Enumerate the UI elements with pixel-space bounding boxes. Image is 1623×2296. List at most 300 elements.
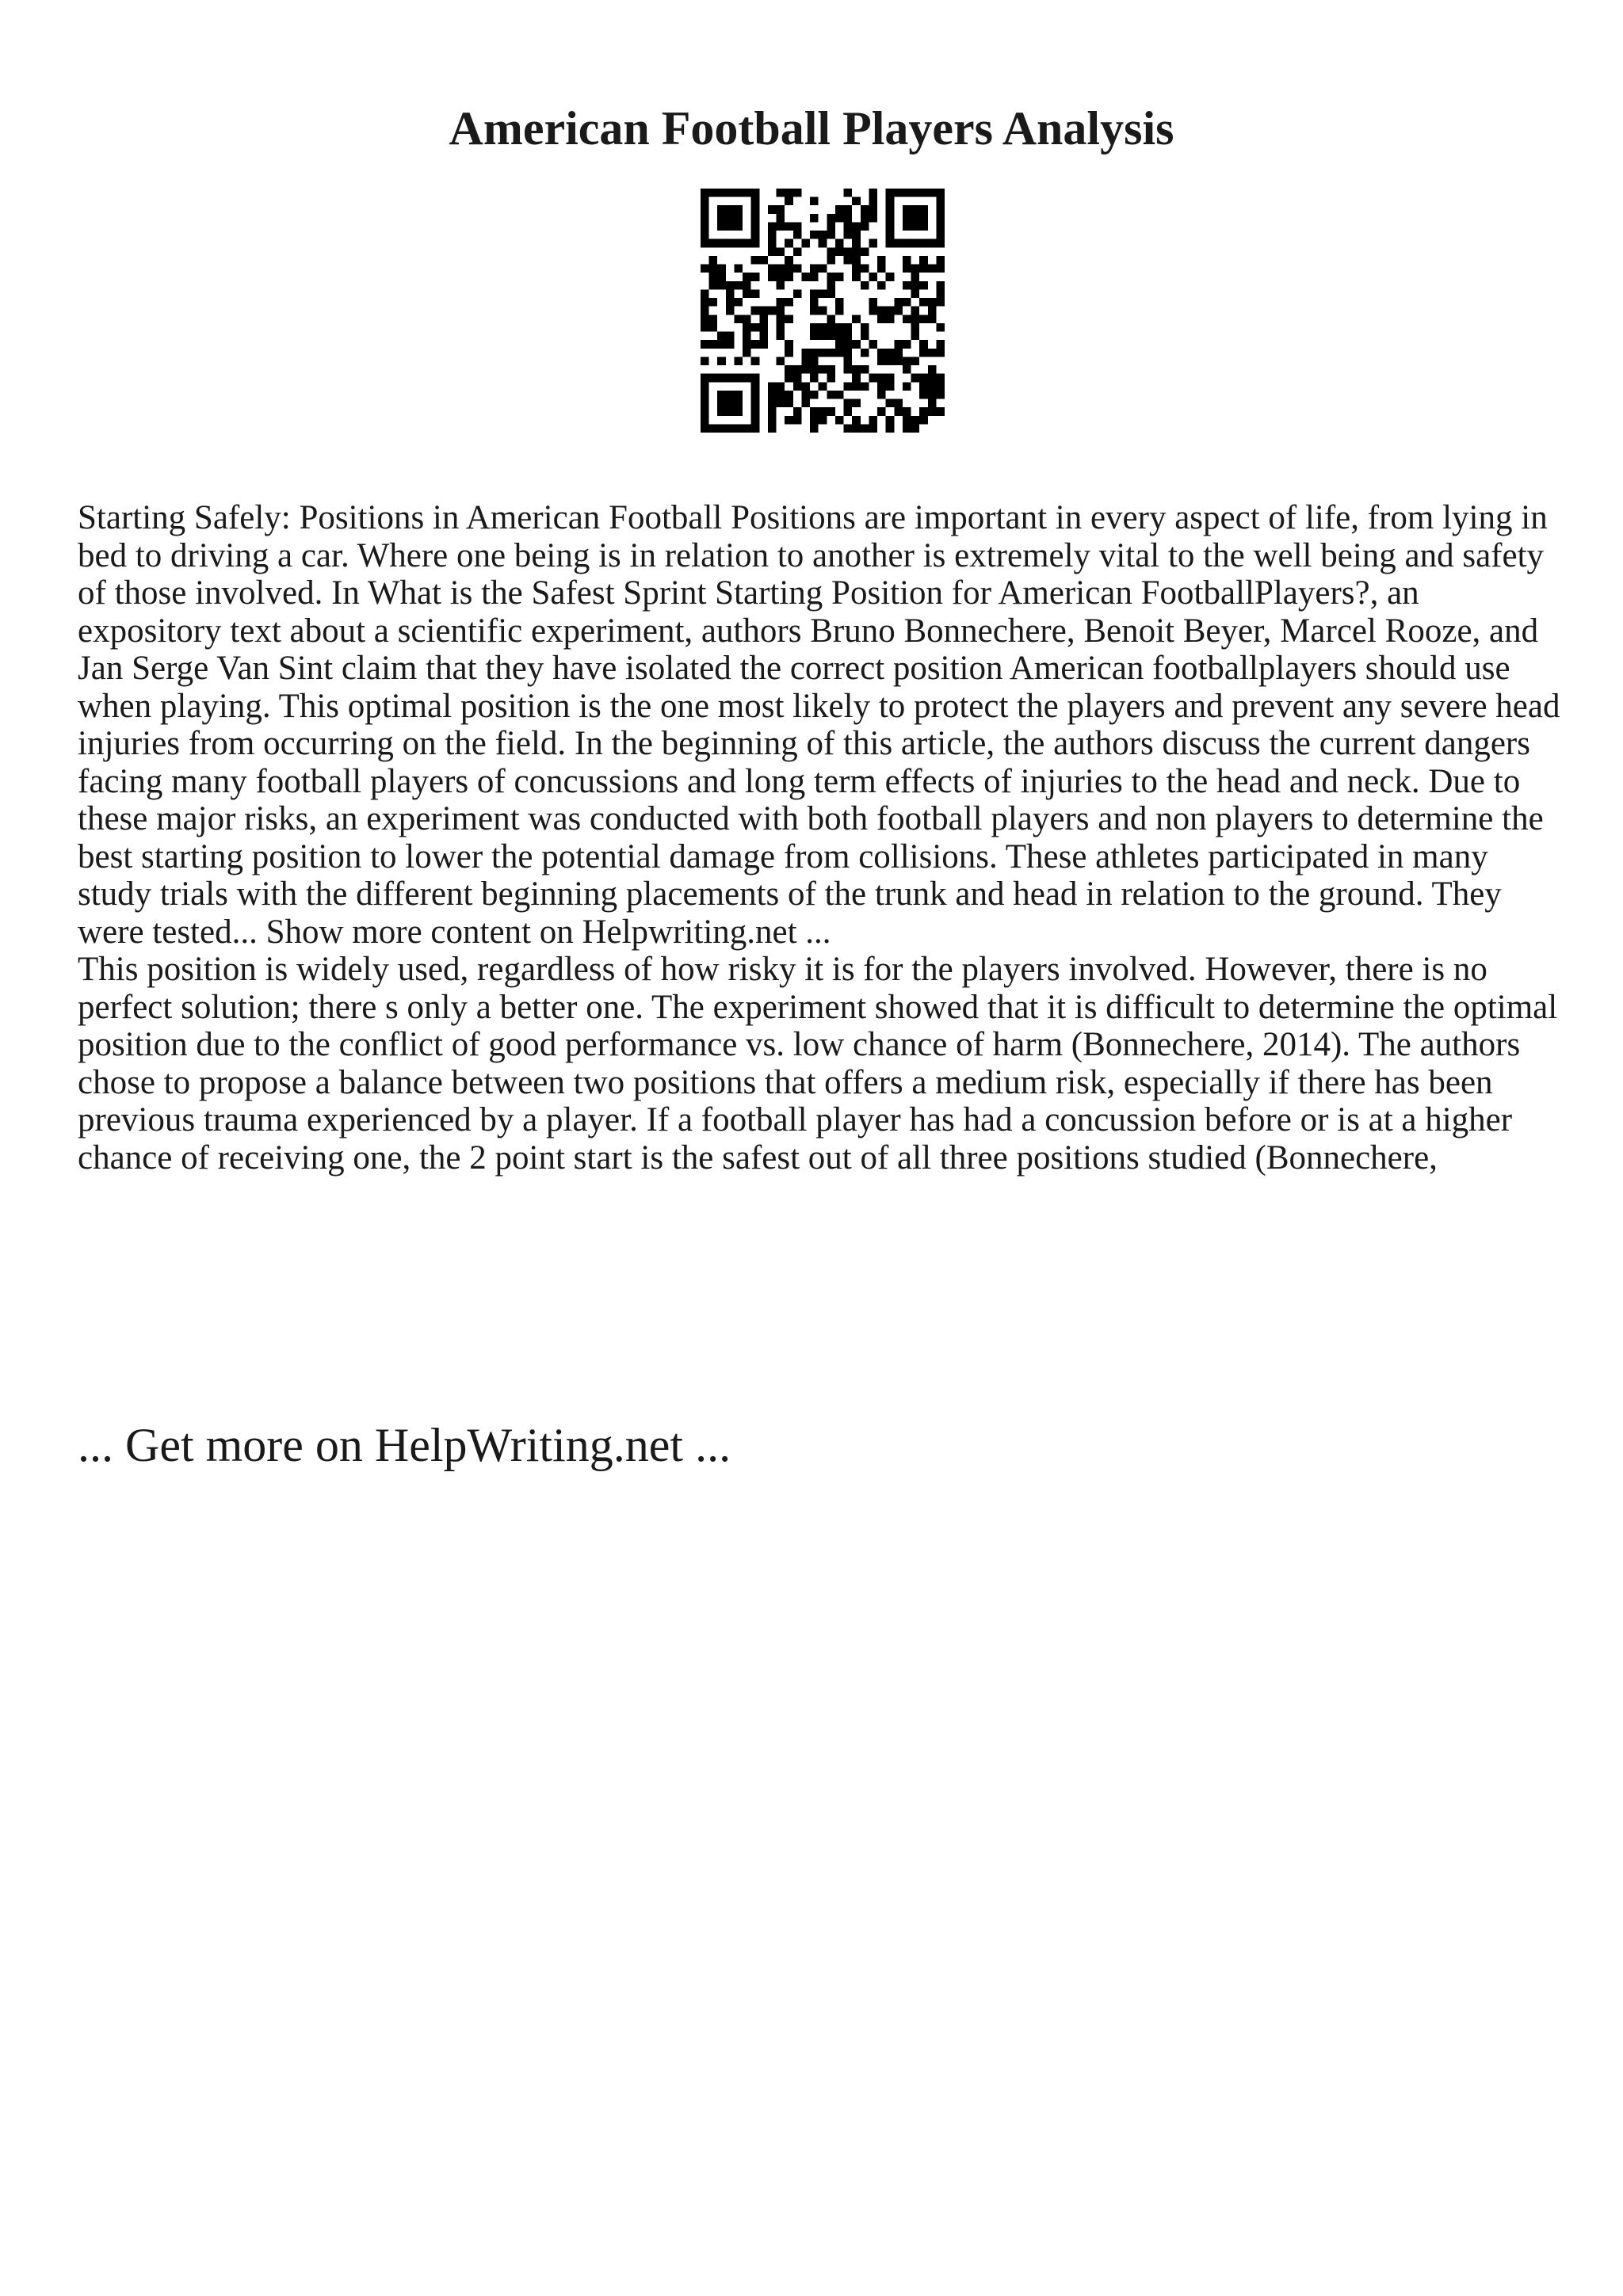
- qr-module: [793, 374, 802, 383]
- qr-module: [810, 307, 819, 315]
- qr-module: [877, 407, 886, 416]
- qr-module: [903, 205, 928, 231]
- qr-module: [759, 332, 768, 341]
- qr-module: [919, 265, 928, 273]
- qr-module: [911, 273, 920, 281]
- qr-module: [844, 340, 853, 349]
- qr-module: [928, 298, 937, 307]
- qr-module: [751, 197, 760, 239]
- qr-module: [751, 357, 760, 365]
- qr-module: [768, 222, 777, 231]
- qr-module: [810, 214, 819, 223]
- qr-module: [810, 265, 819, 273]
- qr-module: [810, 374, 819, 383]
- qr-module: [861, 281, 869, 290]
- qr-module: [793, 231, 802, 239]
- qr-module: [919, 298, 928, 307]
- qr-module: [852, 231, 861, 239]
- qr-module: [919, 340, 928, 349]
- qr-module: [869, 189, 877, 197]
- qr-module: [903, 416, 911, 425]
- qr-module: [869, 416, 877, 425]
- qr-module: [886, 315, 895, 323]
- qr-module: [877, 349, 886, 357]
- qr-module: [903, 382, 911, 391]
- qr-module: [785, 298, 793, 307]
- qr-module: [701, 382, 709, 424]
- qr-module: [835, 391, 844, 399]
- qr-module: [777, 205, 785, 214]
- qr-module: [886, 307, 895, 315]
- qr-module: [903, 365, 911, 374]
- qr-module: [751, 340, 760, 349]
- qr-module: [743, 315, 751, 323]
- qr-module: [777, 189, 785, 197]
- qr-module: [928, 382, 937, 391]
- qr-module: [852, 340, 861, 349]
- qr-module: [810, 231, 819, 239]
- qr-module: [701, 298, 709, 307]
- qr-module: [793, 289, 802, 298]
- qr-module: [928, 315, 937, 323]
- qr-module: [701, 374, 759, 383]
- qr-module: [861, 323, 869, 332]
- qr-module: [709, 323, 718, 332]
- qr-module: [919, 391, 928, 399]
- qr-module: [768, 424, 777, 433]
- qr-module: [726, 340, 735, 349]
- qr-module: [928, 399, 937, 408]
- qr-module: [709, 340, 718, 349]
- qr-module: [886, 357, 895, 365]
- qr-module: [835, 205, 844, 214]
- qr-module: [886, 197, 895, 239]
- qr-module: [785, 222, 793, 231]
- qr-module: [785, 239, 793, 248]
- qr-module: [810, 273, 819, 281]
- qr-module: [886, 239, 945, 248]
- qr-module: [768, 205, 777, 214]
- qr-module: [827, 391, 835, 399]
- qr-module: [903, 298, 911, 307]
- qr-module: [852, 273, 861, 281]
- qr-module: [886, 374, 895, 383]
- qr-module: [717, 357, 726, 365]
- qr-module: [886, 416, 895, 425]
- qr-module: [928, 349, 937, 357]
- qr-module: [793, 222, 802, 231]
- qr-module: [785, 197, 793, 206]
- qr-module: [785, 374, 793, 383]
- qr-module: [768, 239, 777, 248]
- qr-module: [827, 332, 835, 341]
- qr-module: [911, 424, 920, 433]
- qr-module: [801, 239, 810, 248]
- qr-module: [844, 382, 853, 391]
- qr-module: [827, 365, 835, 374]
- qr-module: [919, 256, 928, 265]
- qr-module: [777, 273, 785, 281]
- qr-module: [894, 407, 903, 416]
- qr-module: [759, 323, 768, 332]
- qr-module: [844, 222, 853, 231]
- qr-module: [911, 315, 920, 323]
- qr-module: [717, 391, 743, 416]
- qr-module: [785, 399, 793, 408]
- qr-module: [717, 332, 726, 341]
- qr-module: [928, 391, 937, 399]
- qr-module: [743, 273, 751, 281]
- qr-module: [919, 281, 928, 290]
- qr-module: [768, 265, 777, 273]
- qr-module: [801, 399, 810, 408]
- qr-module: [844, 424, 853, 433]
- qr-module: [919, 315, 928, 323]
- qr-module: [844, 349, 853, 357]
- qr-module: [751, 289, 760, 298]
- qr-module: [861, 265, 869, 273]
- qr-module: [844, 214, 853, 223]
- qr-module: [768, 273, 777, 281]
- qr-module: [928, 365, 937, 374]
- qr-module: [852, 424, 861, 433]
- qr-module: [827, 247, 835, 256]
- qr-module: [819, 365, 827, 374]
- qr-module: [801, 382, 810, 391]
- qr-module: [827, 273, 835, 281]
- qr-module: [928, 307, 937, 315]
- qr-module: [835, 214, 844, 223]
- qr-module: [877, 374, 886, 383]
- qr-module: [936, 265, 945, 273]
- qr-module: [751, 323, 760, 332]
- qr-module: [861, 382, 869, 391]
- qr-module: [911, 323, 920, 332]
- qr-module: [810, 391, 819, 399]
- qr-module: [726, 298, 735, 307]
- qr-module: [827, 315, 835, 323]
- qr-module: [709, 273, 718, 281]
- qr-module: [759, 340, 768, 349]
- qr-module: [869, 424, 877, 433]
- qr-module: [734, 298, 743, 307]
- qr-module: [701, 424, 759, 433]
- qr-module: [819, 332, 827, 341]
- qr-module: [701, 357, 709, 365]
- qr-module: [869, 214, 877, 223]
- qr-module: [877, 315, 886, 323]
- qr-module: [928, 265, 937, 273]
- qr-module: [919, 374, 928, 383]
- qr-module: [793, 365, 802, 374]
- qr-module: [717, 265, 726, 273]
- qr-module: [819, 416, 827, 425]
- qr-module: [852, 239, 861, 248]
- qr-module: [785, 189, 793, 197]
- qr-module: [768, 416, 777, 425]
- qr-module: [903, 424, 911, 433]
- qr-module: [709, 298, 718, 307]
- qr-module: [701, 189, 759, 197]
- qr-module: [835, 332, 844, 341]
- article-body: [78, 499, 1568, 1177]
- qr-module: [793, 416, 802, 425]
- qr-module: [936, 349, 945, 357]
- qr-module: [759, 256, 768, 265]
- qr-module: [911, 332, 920, 341]
- qr-module: [936, 323, 945, 332]
- qr-module: [819, 239, 827, 248]
- qr-module: [751, 307, 760, 315]
- qr-module: [869, 298, 877, 307]
- qr-module: [852, 222, 861, 231]
- qr-module: [827, 281, 835, 290]
- qr-module: [810, 357, 819, 365]
- qr-module: [701, 307, 709, 315]
- qr-module: [701, 289, 709, 298]
- qr-module: [785, 340, 793, 349]
- qr-module: [810, 407, 819, 416]
- qr-module: [819, 382, 827, 391]
- qr-module: [844, 407, 853, 416]
- qr-module: [928, 407, 937, 416]
- qr-module: [911, 374, 920, 383]
- qr-module: [861, 332, 869, 341]
- qr-module: [768, 391, 777, 399]
- qr-module: [777, 332, 785, 341]
- qr-module: [810, 323, 819, 332]
- qr-module: [751, 382, 760, 424]
- qr-module: [827, 374, 835, 383]
- qr-module: [861, 424, 869, 433]
- qr-module: [726, 307, 735, 315]
- qr-module: [743, 332, 751, 341]
- qr-module: [835, 323, 844, 332]
- qr-module: [936, 281, 945, 290]
- qr-module: [877, 357, 886, 365]
- qr-module: [785, 265, 793, 273]
- qr-module: [911, 307, 920, 315]
- qr-module: [936, 289, 945, 298]
- qr-module: [886, 424, 895, 433]
- qr-module: [777, 399, 785, 408]
- qr-module: [810, 289, 819, 298]
- qr-module: [869, 340, 877, 349]
- qr-module: [701, 315, 709, 323]
- qr-module: [894, 349, 903, 357]
- qr-module: [701, 323, 709, 332]
- qr-module: [801, 391, 810, 399]
- qr-module: [810, 424, 819, 433]
- qr-module: [751, 256, 760, 265]
- qr-module: [936, 391, 945, 399]
- qr-module: [827, 222, 835, 231]
- qr-module: [819, 289, 827, 298]
- qr-module: [810, 365, 819, 374]
- qr-module: [869, 205, 877, 214]
- qr-module: [759, 307, 768, 315]
- qr-module: [936, 407, 945, 416]
- qr-module: [726, 289, 735, 298]
- qr-module: [835, 239, 844, 248]
- qr-module: [785, 391, 793, 399]
- qr-module: [734, 281, 743, 290]
- qr-module: [827, 231, 835, 239]
- qr-module: [911, 265, 920, 273]
- qr-module: [777, 265, 785, 273]
- qr-module: [827, 256, 835, 265]
- qr-module: [852, 416, 861, 425]
- qr-module: [743, 323, 751, 332]
- qr-module: [877, 391, 886, 399]
- qr-module: [810, 298, 819, 307]
- qr-module: [861, 247, 869, 256]
- qr-module: [835, 273, 844, 281]
- qr-module: [835, 298, 844, 307]
- qr-module: [877, 307, 886, 315]
- qr-module: [717, 340, 726, 349]
- qr-module: [835, 247, 844, 256]
- qr-module: [709, 281, 718, 290]
- qr-module: [886, 399, 895, 408]
- qr-module: [936, 197, 945, 239]
- qr-module: [852, 399, 861, 408]
- qr-code[interactable]: [701, 189, 945, 433]
- qr-module: [751, 273, 760, 281]
- qr-module: [861, 214, 869, 223]
- qr-module: [734, 265, 743, 273]
- qr-module: [810, 416, 819, 425]
- qr-module: [894, 399, 903, 408]
- qr-module: [793, 189, 802, 197]
- qr-module: [844, 357, 853, 365]
- qr-module: [852, 256, 861, 265]
- qr-module: [810, 349, 819, 357]
- qr-module: [861, 222, 869, 231]
- qr-module: [835, 349, 844, 357]
- qr-module: [793, 265, 802, 273]
- qr-module: [819, 307, 827, 315]
- qr-module: [936, 340, 945, 349]
- qr-module: [819, 265, 827, 273]
- qr-module: [768, 382, 777, 391]
- qr-module: [844, 399, 853, 408]
- qr-code-graphic: [701, 189, 945, 433]
- qr-module: [835, 307, 844, 315]
- qr-module: [785, 365, 793, 374]
- qr-module: [844, 247, 853, 256]
- qr-module: [819, 323, 827, 332]
- qr-module: [852, 197, 861, 206]
- qr-module: [801, 357, 810, 365]
- qr-module: [911, 416, 920, 425]
- qr-module: [709, 315, 718, 323]
- qr-module: [936, 298, 945, 307]
- qr-module: [869, 307, 877, 315]
- qr-module: [777, 307, 785, 315]
- qr-module: [709, 256, 718, 265]
- qr-module: [903, 357, 911, 365]
- qr-module: [869, 239, 877, 248]
- qr-module: [827, 289, 835, 298]
- qr-module: [852, 365, 861, 374]
- qr-module: [861, 365, 869, 374]
- qr-module: [785, 273, 793, 281]
- qr-module: [827, 407, 835, 416]
- qr-module: [835, 416, 844, 425]
- qr-module: [877, 382, 886, 391]
- qr-module: [819, 349, 827, 357]
- qr-module: [777, 247, 785, 256]
- qr-module: [919, 407, 928, 416]
- qr-module: [785, 315, 793, 323]
- qr-module: [886, 273, 895, 281]
- qr-module: [801, 273, 810, 281]
- qr-module: [777, 298, 785, 307]
- qr-module: [844, 323, 853, 332]
- qr-module: [759, 315, 768, 323]
- qr-module: [819, 231, 827, 239]
- qr-module: [877, 256, 886, 265]
- qr-module: [852, 315, 861, 323]
- get-more-link[interactable]: ... Get more on HelpWriting.net ...: [78, 1419, 731, 1471]
- qr-module: [793, 382, 802, 391]
- qr-module: [928, 374, 937, 383]
- qr-module: [801, 365, 810, 374]
- article-paragraph: Starting Safely: Positions in American Football Positions are important in every aspect of life, from lying in bed to driving a car. Where one being is in relation to another is extremely vital to the well being and safety of those involved. In What is the Safest Sprint Starting Position for American FootballPlayers?, an expository text about a scientific experiment, authors Bruno Bonnechere, Benoit Beyer, Marcel Rooze, and Jan Serge Van Sint claim that they have isolated the correct position American footballplayers should use when playing. This optimal position is the one most likely to protect the players and prevent any severe head injuries from occurring on the field. In the beginning of this article, the authors discuss the current dangers facing many football players of concussions and long term effects of injuries to the head and neck. Due to these major risks, an experiment was conducted with both football players and non players to determine the best starting position to lower the potential damage from collisions. These athletes participated in many study trials with the different beginning placements of the trunk and head in relation to the ground. They were tested... Show more content on Helpwriting.net ...: [78, 499, 1560, 951]
- qr-module: [793, 247, 802, 256]
- qr-module: [911, 281, 920, 290]
- qr-module: [903, 407, 911, 416]
- qr-module: [936, 256, 945, 265]
- qr-module: [701, 265, 709, 273]
- qr-module: [768, 399, 777, 408]
- qr-module: [844, 256, 853, 265]
- qr-module: [936, 374, 945, 383]
- qr-module: [768, 231, 777, 239]
- page-title: American Football Players Analysis: [449, 102, 1174, 154]
- qr-module: [844, 189, 853, 197]
- qr-module: [844, 365, 853, 374]
- qr-module: [743, 349, 751, 357]
- qr-module: [852, 265, 861, 273]
- qr-module: [726, 332, 735, 341]
- qr-module: [701, 340, 709, 349]
- qr-module: [810, 332, 819, 341]
- qr-module: [852, 247, 861, 256]
- qr-module: [777, 323, 785, 332]
- qr-module: [861, 205, 869, 214]
- qr-module: [827, 214, 835, 223]
- qr-module: [894, 357, 903, 365]
- qr-module: [701, 239, 759, 248]
- qr-module: [734, 357, 743, 365]
- qr-module: [886, 349, 895, 357]
- qr-module: [734, 315, 743, 323]
- qr-module: [852, 382, 861, 391]
- qr-module: [726, 281, 735, 290]
- qr-module: [886, 382, 895, 391]
- qr-module: [894, 340, 903, 349]
- article-paragraph: This position is widely used, regardless of how risky it is for the players involved. However, there is no perfect solution; there s only a better one. The experiment showed that it is difficult to determine the optimal position due to the conflict of good performance vs. low chance of harm (Bonnechere, 2014). The authors chose to propose a balance between two positions that offers a medium risk, especially if there has been previous trauma experienced by a player. If a football player has had a concussion before or is at a higher chance of receiving one, the 2 point start is the safest out of all three positions studied (Bonnechere,: [78, 951, 1558, 1177]
- qr-module: [785, 349, 793, 357]
- qr-module: [743, 289, 751, 298]
- qr-module: [877, 281, 886, 290]
- qr-module: [936, 382, 945, 391]
- qr-module: [861, 349, 869, 357]
- qr-module: [894, 307, 903, 315]
- qr-module: [777, 315, 785, 323]
